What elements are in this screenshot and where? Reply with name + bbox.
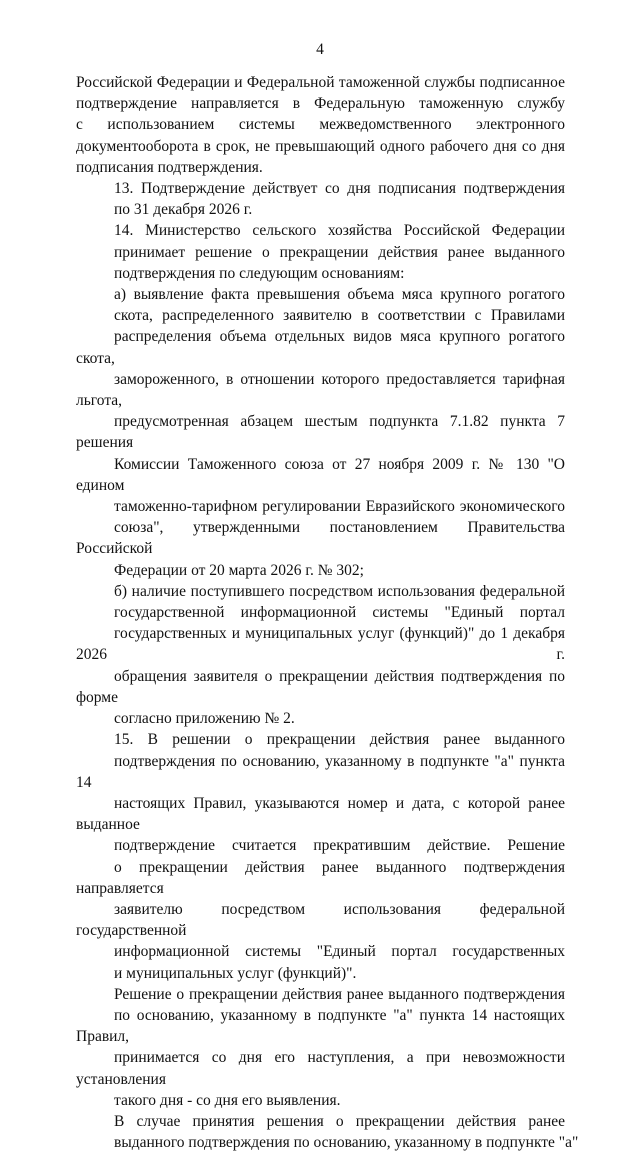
paragraph <box>76 72 565 178</box>
text-line: выданного подтверждения по основанию, указанному в подпункте "а" <box>114 1134 579 1152</box>
paragraph <box>76 984 565 1111</box>
text-line: такого дня - со дня его выявления. <box>114 1091 341 1109</box>
text-line: предусмотренная абзацем шестым подпункта 7.1.82 пункта 7 решения <box>76 413 565 452</box>
text-line: по 31 декабря 2026 г. <box>114 201 253 219</box>
text-line: а) выявление факта превышения объема мяса крупного рогатого <box>114 286 565 304</box>
text-line: принимает решение о прекращении действия ранее выданного <box>114 243 565 261</box>
text-line: распределения объема отдельных видов мяса крупного рогатого скота, <box>76 328 565 367</box>
text-line: подписания подтверждения. <box>76 158 263 176</box>
text-line: государственных и муниципальных услуг (функций)" до 1 декабря 2026 г. <box>76 625 565 664</box>
text-line: Решение о прекращении действия ранее выданного подтверждения <box>114 985 565 1003</box>
paragraph <box>76 284 565 581</box>
text-line: подтверждение направляется в Федеральную таможенную службу <box>76 95 565 113</box>
text-line: подтверждение считается прекратившим действие. Решение <box>114 837 565 855</box>
text-line: Федерации от 20 марта 2026 г. № 302; <box>114 561 364 579</box>
text-line: документооборота в срок, не превышающий одного рабочего дня со дня <box>76 137 565 155</box>
text-line: б) наличие поступившего посредством использования федеральной <box>114 582 565 600</box>
text-line: и муниципальных услуг (функций)". <box>114 964 357 982</box>
text-line: Российской Федерации и Федеральной таможенной службы подписанное <box>76 74 565 91</box>
text-line: союза", утвержденными постановлением Правительства Российской <box>76 519 565 558</box>
text-line: информационной системы "Единый портал государственных <box>114 943 565 961</box>
text-line: 14. Министерство сельского хозяйства Российской Федерации <box>114 222 565 240</box>
text-line: таможенно-тарифном регулировании Евразийского экономического <box>114 498 565 516</box>
text-line: 13. Подтверждение действует со дня подписания подтверждения <box>114 180 565 198</box>
paragraph <box>76 581 565 729</box>
text-line: скота, распределенного заявителю в соответствии с Правилами <box>114 307 565 325</box>
paragraph <box>76 220 565 284</box>
text-line: согласно приложению № 2. <box>114 710 295 728</box>
text-line: настоящих Правил, указываются номер и дата, с которой ранее выданное <box>76 794 565 834</box>
text-line: подтверждения по следующим основаниям: <box>114 264 405 282</box>
document-body <box>76 72 579 1153</box>
text-line: государственной информационной системы "Единый портал <box>114 604 565 622</box>
text-line: заявителю посредством использования федеральной государственной <box>76 900 565 940</box>
text-line: 15. В решении о прекращении действия ранее выданного <box>114 731 565 749</box>
paragraph <box>76 1111 579 1153</box>
text-line: В случае принятия решения о прекращении действия ранее <box>114 1112 565 1130</box>
text-line: по основанию, указанному в подпункте "а" пункта 14 настоящих Правил, <box>76 1006 565 1046</box>
paragraph <box>76 178 565 220</box>
text-line: замороженного, в отношении которого предоставляется тарифная льгота, <box>76 370 565 410</box>
page-number: 4 <box>316 41 324 58</box>
paragraph <box>76 729 565 983</box>
text-line: подтверждения по основанию, указанному в подпункте "а" пункта 14 <box>76 752 565 791</box>
text-line: о прекращении действия ранее выданного подтверждения направляется <box>76 858 565 897</box>
text-line: принимается со дня его наступления, а при невозможности установления <box>76 1049 565 1088</box>
text-line: с использованием системы межведомственного электронного <box>76 116 565 134</box>
text-line: обращения заявителя о прекращении действия подтверждения по форме <box>76 667 565 706</box>
text-line: Комиссии Таможенного союза от 27 ноября 2009 г. № 130 "О едином <box>76 455 565 494</box>
